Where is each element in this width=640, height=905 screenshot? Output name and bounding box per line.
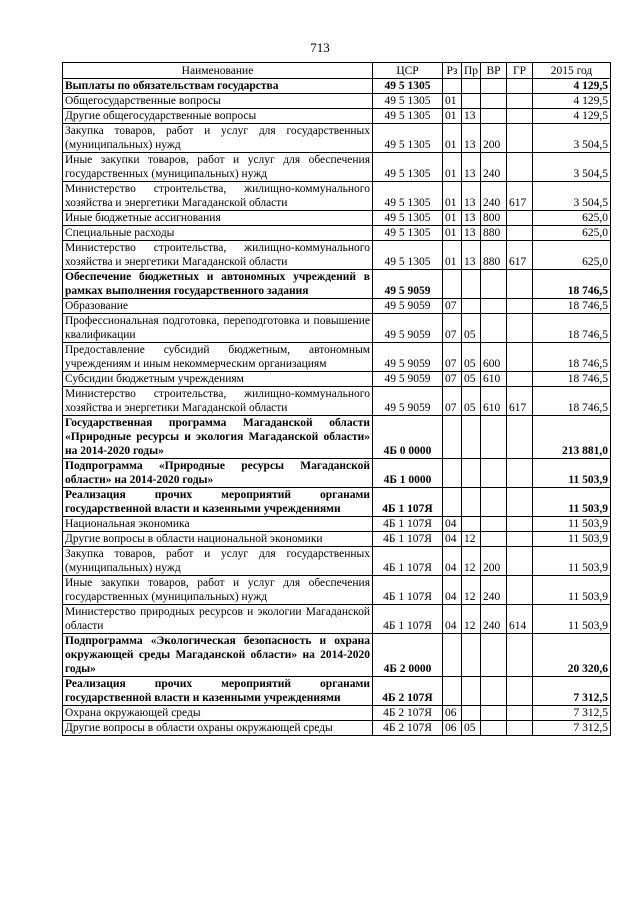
cell-gr [507,372,533,387]
table-row [63,372,611,387]
cell-rz: 01 [443,226,462,241]
table-header [63,63,611,79]
cell-rz [443,459,462,488]
cell-vr [481,299,507,314]
cell-pr: 13 [462,182,481,211]
cell-pr [462,706,481,721]
cell-gr [507,576,533,605]
cell-rz: 04 [443,547,462,576]
table-row [63,79,611,94]
cell-csr: 4Б 2 0000 [373,634,443,677]
cell-pr: 05 [462,314,481,343]
cell-vr [481,532,507,547]
cell-vr [481,517,507,532]
cell-rz: 01 [443,182,462,211]
table-row [63,517,611,532]
cell-gr [507,416,533,459]
cell-vr [481,634,507,677]
cell-gr [507,226,533,241]
cell-gr: 617 [507,182,533,211]
cell-pr: 12 [462,605,481,634]
cell-rz: 07 [443,314,462,343]
cell-vr [481,488,507,517]
cell-vr: 240 [481,605,507,634]
cell-csr: 4Б 2 107Я [373,706,443,721]
cell-csr: 49 5 9059 [373,387,443,416]
cell-name: Охрана окружающей среды [63,706,373,721]
cell-gr [507,532,533,547]
cell-vr [481,109,507,124]
table-row [63,605,611,634]
cell-rz: 01 [443,153,462,182]
cell-name: Другие вопросы в области национальной экономики [63,532,373,547]
cell-amount: 3 504,5 [533,124,611,153]
cell-csr: 4Б 2 107Я [373,677,443,706]
cell-amount: 11 503,9 [533,605,611,634]
cell-vr: 610 [481,372,507,387]
cell-csr: 4Б 1 107Я [373,532,443,547]
cell-name: Государственная программа Магаданской области «Природные ресурсы и экология Магаданской области» на 2014-2020 годы» [63,416,373,459]
cell-name: Национальная экономика [63,517,373,532]
cell-gr [507,517,533,532]
cell-pr: 05 [462,387,481,416]
cell-name: Общегосударственные вопросы [63,94,373,109]
header-gr: ГР [507,63,533,79]
cell-name: Реализация прочих мероприятий органами государственной власти и казенными учреждениями [63,488,373,517]
table-row [63,153,611,182]
cell-pr [462,79,481,94]
cell-pr: 13 [462,226,481,241]
table-row [63,270,611,299]
cell-rz: 01 [443,241,462,270]
cell-name: Реализация прочих мероприятий органами государственной власти и казенными учреждениями [63,677,373,706]
table-row [63,706,611,721]
cell-pr [462,94,481,109]
cell-csr: 49 5 1305 [373,153,443,182]
cell-amount: 4 129,5 [533,94,611,109]
cell-amount: 3 504,5 [533,182,611,211]
cell-pr [462,677,481,706]
cell-rz [443,634,462,677]
cell-name: Предоставление субсидий бюджетным, автономным учреждениям и иным некоммерческим организациям [63,343,373,372]
cell-rz: 04 [443,517,462,532]
cell-csr: 49 5 1305 [373,182,443,211]
cell-vr [481,94,507,109]
cell-csr: 49 5 1305 [373,109,443,124]
cell-pr: 13 [462,211,481,226]
cell-name: Иные закупки товаров, работ и услуг для обеспечения государственных (муниципальных) нужд [63,153,373,182]
cell-pr [462,270,481,299]
cell-amount: 213 881,0 [533,416,611,459]
cell-csr: 49 5 1305 [373,79,443,94]
cell-csr: 4Б 1 107Я [373,517,443,532]
table-row [63,211,611,226]
cell-amount: 18 746,5 [533,387,611,416]
cell-pr: 13 [462,241,481,270]
cell-amount: 7 312,5 [533,706,611,721]
cell-amount: 18 746,5 [533,270,611,299]
cell-rz [443,79,462,94]
cell-csr: 49 5 1305 [373,226,443,241]
table-row [63,94,611,109]
cell-name: Министерство строительства, жилищно-коммунального хозяйства и энергетики Магаданской области [63,387,373,416]
cell-name: Другие вопросы в области охраны окружающей среды [63,721,373,736]
cell-name: Выплаты по обязательствам государства [63,79,373,94]
cell-pr: 05 [462,343,481,372]
cell-vr: 240 [481,153,507,182]
cell-amount: 18 746,5 [533,299,611,314]
cell-vr [481,270,507,299]
cell-name: Закупка товаров, работ и услуг для государственных (муниципальных) нужд [63,124,373,153]
cell-rz: 04 [443,605,462,634]
cell-pr: 13 [462,153,481,182]
cell-gr [507,153,533,182]
cell-vr [481,79,507,94]
cell-rz: 07 [443,343,462,372]
cell-vr [481,706,507,721]
cell-name: Профессиональная подготовка, переподготовка и повышение квалификации [63,314,373,343]
cell-amount: 11 503,9 [533,459,611,488]
cell-gr [507,124,533,153]
cell-name: Образование [63,299,373,314]
cell-pr: 13 [462,124,481,153]
table-row [63,634,611,677]
page-number: 713 [310,40,330,55]
table-row [63,677,611,706]
cell-name: Подпрограмма «Природные ресурсы Магаданской области» на 2014-2020 годы» [63,459,373,488]
header-rz: Рз [443,63,462,79]
cell-name: Иные бюджетные ассигнования [63,211,373,226]
cell-rz [443,270,462,299]
budget-table [62,62,611,736]
cell-amount: 625,0 [533,226,611,241]
cell-csr: 4Б 1 107Я [373,576,443,605]
cell-name: Подпрограмма «Экологическая безопасность и охрана окружающей среды Магаданской области» на 2014-2020 годы» [63,634,373,677]
header-row [63,63,611,79]
cell-csr: 4Б 1 107Я [373,605,443,634]
header-name: Наименование [63,63,373,79]
table-row [63,182,611,211]
table-row [63,343,611,372]
cell-name: Закупка товаров, работ и услуг для государственных (муниципальных) нужд [63,547,373,576]
cell-amount: 11 503,9 [533,532,611,547]
cell-amount: 11 503,9 [533,517,611,532]
table-row [63,387,611,416]
cell-gr [507,488,533,517]
table-row [63,721,611,736]
cell-vr: 240 [481,182,507,211]
table-row [63,547,611,576]
cell-vr: 880 [481,241,507,270]
table-row [63,488,611,517]
cell-gr [507,634,533,677]
cell-rz: 06 [443,706,462,721]
cell-gr [507,270,533,299]
cell-gr: 614 [507,605,533,634]
cell-gr: 617 [507,387,533,416]
cell-gr [507,547,533,576]
cell-gr [507,211,533,226]
cell-amount: 18 746,5 [533,372,611,387]
cell-csr: 4Б 2 107Я [373,721,443,736]
cell-pr [462,459,481,488]
cell-vr [481,677,507,706]
cell-csr: 49 5 1305 [373,241,443,270]
cell-vr [481,314,507,343]
header-vr: ВР [481,63,507,79]
cell-gr [507,314,533,343]
cell-vr: 600 [481,343,507,372]
table-row [63,226,611,241]
cell-amount: 4 129,5 [533,79,611,94]
cell-gr [507,459,533,488]
cell-vr: 880 [481,226,507,241]
table-row [63,241,611,270]
cell-gr [507,79,533,94]
table-body [63,79,611,736]
cell-name: Специальные расходы [63,226,373,241]
cell-gr [507,721,533,736]
header-pr: Пр [462,63,481,79]
cell-rz [443,488,462,517]
cell-rz: 01 [443,94,462,109]
cell-name: Другие общегосударственные вопросы [63,109,373,124]
cell-pr [462,488,481,517]
table-row [63,576,611,605]
cell-name: Обеспечение бюджетных и автономных учреждений в рамках выполнения государственного задания [63,270,373,299]
cell-vr [481,416,507,459]
cell-csr: 4Б 0 0000 [373,416,443,459]
cell-rz [443,677,462,706]
cell-amount: 7 312,5 [533,721,611,736]
cell-csr: 4Б 1 107Я [373,547,443,576]
cell-rz: 07 [443,372,462,387]
cell-vr: 800 [481,211,507,226]
table-row [63,416,611,459]
cell-amount: 11 503,9 [533,547,611,576]
cell-gr [507,343,533,372]
cell-pr: 12 [462,532,481,547]
cell-vr [481,721,507,736]
cell-vr: 200 [481,124,507,153]
cell-amount: 7 312,5 [533,677,611,706]
cell-amount: 3 504,5 [533,153,611,182]
cell-rz: 01 [443,124,462,153]
cell-vr: 240 [481,576,507,605]
cell-rz: 07 [443,387,462,416]
cell-pr [462,634,481,677]
cell-amount: 4 129,5 [533,109,611,124]
cell-rz [443,416,462,459]
cell-rz: 07 [443,299,462,314]
cell-csr: 49 5 9059 [373,270,443,299]
cell-csr: 49 5 1305 [373,211,443,226]
cell-rz: 04 [443,532,462,547]
cell-gr [507,299,533,314]
cell-gr [507,706,533,721]
cell-name: Иные закупки товаров, работ и услуг для обеспечения государственных (муниципальных) нужд [63,576,373,605]
cell-name: Министерство строительства, жилищно-коммунального хозяйства и энергетики Магаданской области [63,182,373,211]
cell-pr [462,517,481,532]
cell-pr: 05 [462,372,481,387]
cell-vr [481,459,507,488]
cell-csr: 49 5 9059 [373,343,443,372]
cell-csr: 49 5 9059 [373,314,443,343]
table-row [63,109,611,124]
cell-vr: 200 [481,547,507,576]
header-csr: ЦСР [373,63,443,79]
cell-name: Министерство природных ресурсов и экологии Магаданской области [63,605,373,634]
cell-csr: 49 5 9059 [373,299,443,314]
cell-amount: 625,0 [533,241,611,270]
cell-pr: 05 [462,721,481,736]
cell-amount: 18 746,5 [533,314,611,343]
cell-csr: 49 5 9059 [373,372,443,387]
cell-csr: 4Б 1 0000 [373,459,443,488]
cell-rz: 01 [443,109,462,124]
cell-amount: 11 503,9 [533,488,611,517]
cell-csr: 49 5 1305 [373,94,443,109]
cell-gr [507,94,533,109]
header-amount: 2015 год [533,63,611,79]
table-row [63,124,611,153]
cell-gr: 617 [507,241,533,270]
cell-pr: 12 [462,576,481,605]
cell-amount: 18 746,5 [533,343,611,372]
cell-name: Министерство строительства, жилищно-коммунального хозяйства и энергетики Магаданской области [63,241,373,270]
table-row [63,299,611,314]
cell-pr [462,416,481,459]
cell-rz: 04 [443,576,462,605]
table-row [63,314,611,343]
cell-gr [507,109,533,124]
cell-amount: 11 503,9 [533,576,611,605]
table-row [63,459,611,488]
cell-amount: 625,0 [533,211,611,226]
cell-vr: 610 [481,387,507,416]
cell-rz: 01 [443,211,462,226]
cell-pr: 12 [462,547,481,576]
cell-gr [507,677,533,706]
cell-pr: 13 [462,109,481,124]
cell-csr: 49 5 1305 [373,124,443,153]
cell-name: Субсидии бюджетным учреждениям [63,372,373,387]
table-row [63,532,611,547]
cell-amount: 20 320,6 [533,634,611,677]
cell-csr: 4Б 1 107Я [373,488,443,517]
cell-rz: 06 [443,721,462,736]
cell-pr [462,299,481,314]
